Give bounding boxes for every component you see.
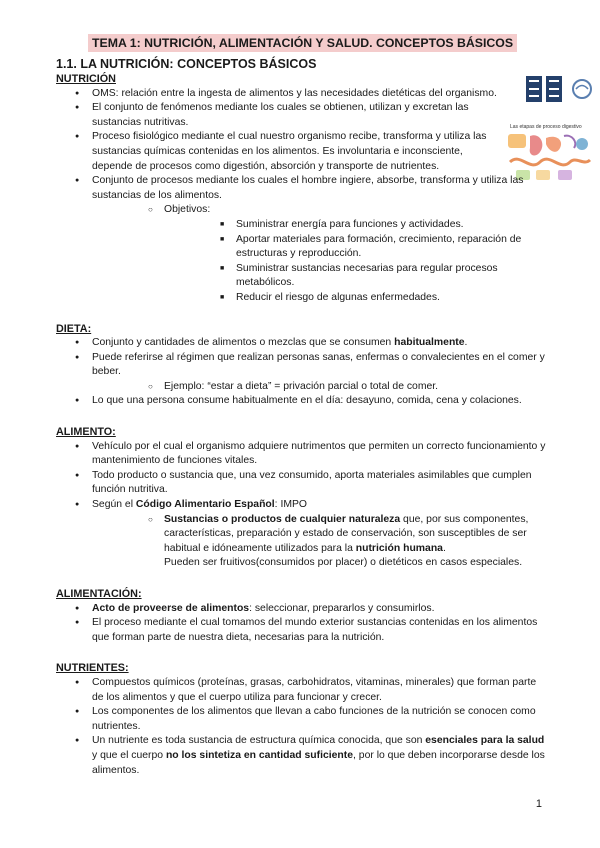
text-run: y que el cuerpo bbox=[92, 749, 166, 761]
bold-text: esenciales para la salud bbox=[425, 735, 545, 747]
bold-text: Acto de proveerse de alimentos bbox=[92, 602, 250, 614]
list-item: ● OMS: relación entre la ingesta de alimentos y las necesidades dietéticas del organismo. bbox=[56, 87, 546, 102]
heading-dieta: DIETA: bbox=[56, 322, 92, 335]
text-run: Pueden ser fruitivos(consumidos por placer) o dietéticos en casos especiales. bbox=[164, 557, 523, 569]
text-run: Conjunto y cantidades de alimentos o mezclas que se consumen bbox=[92, 337, 395, 349]
illustration-caption: Las etapas de proceso digestivo bbox=[510, 124, 582, 130]
document-body bbox=[56, 72, 546, 778]
list-item: ● Proceso fisiológico mediante el cual nuestro organismo recibe, transforma y utiliza las sustancias químicas contenidas en los alimentos. Es involuntaria e inconsciente, depende de procesos como digestión, absorción y transporte de nutrientes. bbox=[56, 130, 487, 174]
section-nutrientes bbox=[56, 661, 546, 778]
list-item bbox=[128, 513, 546, 571]
text-run: que, por sus componentes, características, preparación y estado de conservación, son susceptibles de ser habitual e idóneamente utilizados para la bbox=[164, 513, 529, 554]
bold-text: nutrición humana bbox=[355, 542, 443, 554]
list-item bbox=[56, 498, 546, 571]
bold-text: habitualmente bbox=[394, 337, 465, 349]
list-item: ● El proceso mediante el cual tomamos del mundo exterior sustancias contenidas en los alimentos que forman parte de nuestra dieta, necesarias para la nutrición. bbox=[56, 616, 546, 645]
heading-alimento: ALIMENTO: bbox=[56, 426, 116, 439]
page-number: 1 bbox=[535, 798, 542, 810]
section-alimento bbox=[56, 425, 546, 571]
text-run: Un nutriente es toda sustancia de estructura química conocida, que son bbox=[92, 735, 426, 747]
heading-alimentacion: ALIMENTACIÓN: bbox=[56, 588, 142, 600]
list-item: ● Vehículo por el cual el organismo adquiere nutrimentos que permiten un correcto funcionamiento y mantenimiento de funciones vitales. bbox=[56, 440, 546, 469]
list-item bbox=[56, 602, 546, 617]
list-item-text: Conjunto de procesos mediante los cuales el hombre ingiere, absorbe, transforma y utiliza las sustancias de los alimentos. bbox=[92, 175, 524, 201]
list-item: ● Los componentes de los alimentos que llevan a cabo funciones de la nutrición se conocen como nutrientes. bbox=[56, 705, 546, 734]
bold-text: no los sintetiza en cantidad suficiente bbox=[165, 749, 354, 761]
list-item-text: Objetivos: bbox=[164, 204, 211, 216]
text-run: : IMPO bbox=[274, 499, 308, 511]
list-item: ■ Suministrar sustancias necesarias para regular procesos metabólicos. bbox=[200, 262, 546, 291]
page-title: TEMA 1: NUTRICIÓN, ALIMENTACIÓN Y SALUD. CONCEPTOS BÁSICOS bbox=[88, 34, 517, 52]
list-item bbox=[128, 203, 546, 305]
section-subtitle: 1.1. LA NUTRICIÓN: CONCEPTOS BÁSICOS bbox=[56, 57, 317, 71]
list-item: ● Todo producto o sustancia que, una vez consumido, aporta materiales asimilables que cumplen función nutritiva. bbox=[56, 469, 546, 498]
list-item bbox=[56, 174, 546, 305]
list-item: ● El conjunto de fenómenos mediante los cuales se obtienen, utilizan y excretan las sustancias nutritivas. bbox=[56, 101, 472, 130]
text-run: . bbox=[442, 542, 446, 554]
list-item: ● Compuestos químicos (proteínas, grasas, carbohidratos, vitaminas, minerales) que forman parte de los alimentos y que el cuerpo utiliza para funcionar y crecer. bbox=[56, 676, 546, 705]
text-run: , por lo que deben incorporarse desde los alimentos. bbox=[92, 749, 545, 776]
text-run: . bbox=[464, 337, 468, 349]
bold-text: Sustancias o productos de cualquier naturaleza bbox=[164, 513, 401, 525]
section-nutricion bbox=[56, 72, 546, 306]
text-run: Según el bbox=[92, 499, 136, 511]
section-alimentacion bbox=[56, 587, 546, 645]
list-item: ○ Ejemplo: “estar a dieta” = privación parcial o total de comer. bbox=[128, 380, 546, 395]
list-item-text: Puede referirse al régimen que realizan personas sanas, enfermas o convalecientes en el comer y beber. bbox=[92, 351, 545, 378]
list-item: ■ Suministrar energía para funciones y actividades. bbox=[200, 218, 546, 233]
heading-nutricion: NUTRICIÓN bbox=[56, 73, 116, 85]
list-item bbox=[56, 336, 546, 351]
list-item: ● Lo que una persona consume habitualmente en el día: desayuno, comida, cena y colaciones. bbox=[56, 394, 546, 409]
heading-nutrientes: NUTRIENTES: bbox=[56, 662, 129, 675]
section-dieta bbox=[56, 322, 546, 410]
list-item bbox=[56, 351, 546, 395]
list-item: ■ Reducir el riesgo de algunas enfermedades. bbox=[200, 291, 546, 306]
list-item bbox=[56, 734, 546, 778]
text-run: : seleccionar, prepararlos y consumirlos. bbox=[249, 602, 435, 614]
bold-text: Código Alimentario Español bbox=[135, 499, 275, 511]
list-item: ■ Aportar materiales para formación, crecimiento, reparación de estructuras y reproducción. bbox=[200, 233, 546, 262]
